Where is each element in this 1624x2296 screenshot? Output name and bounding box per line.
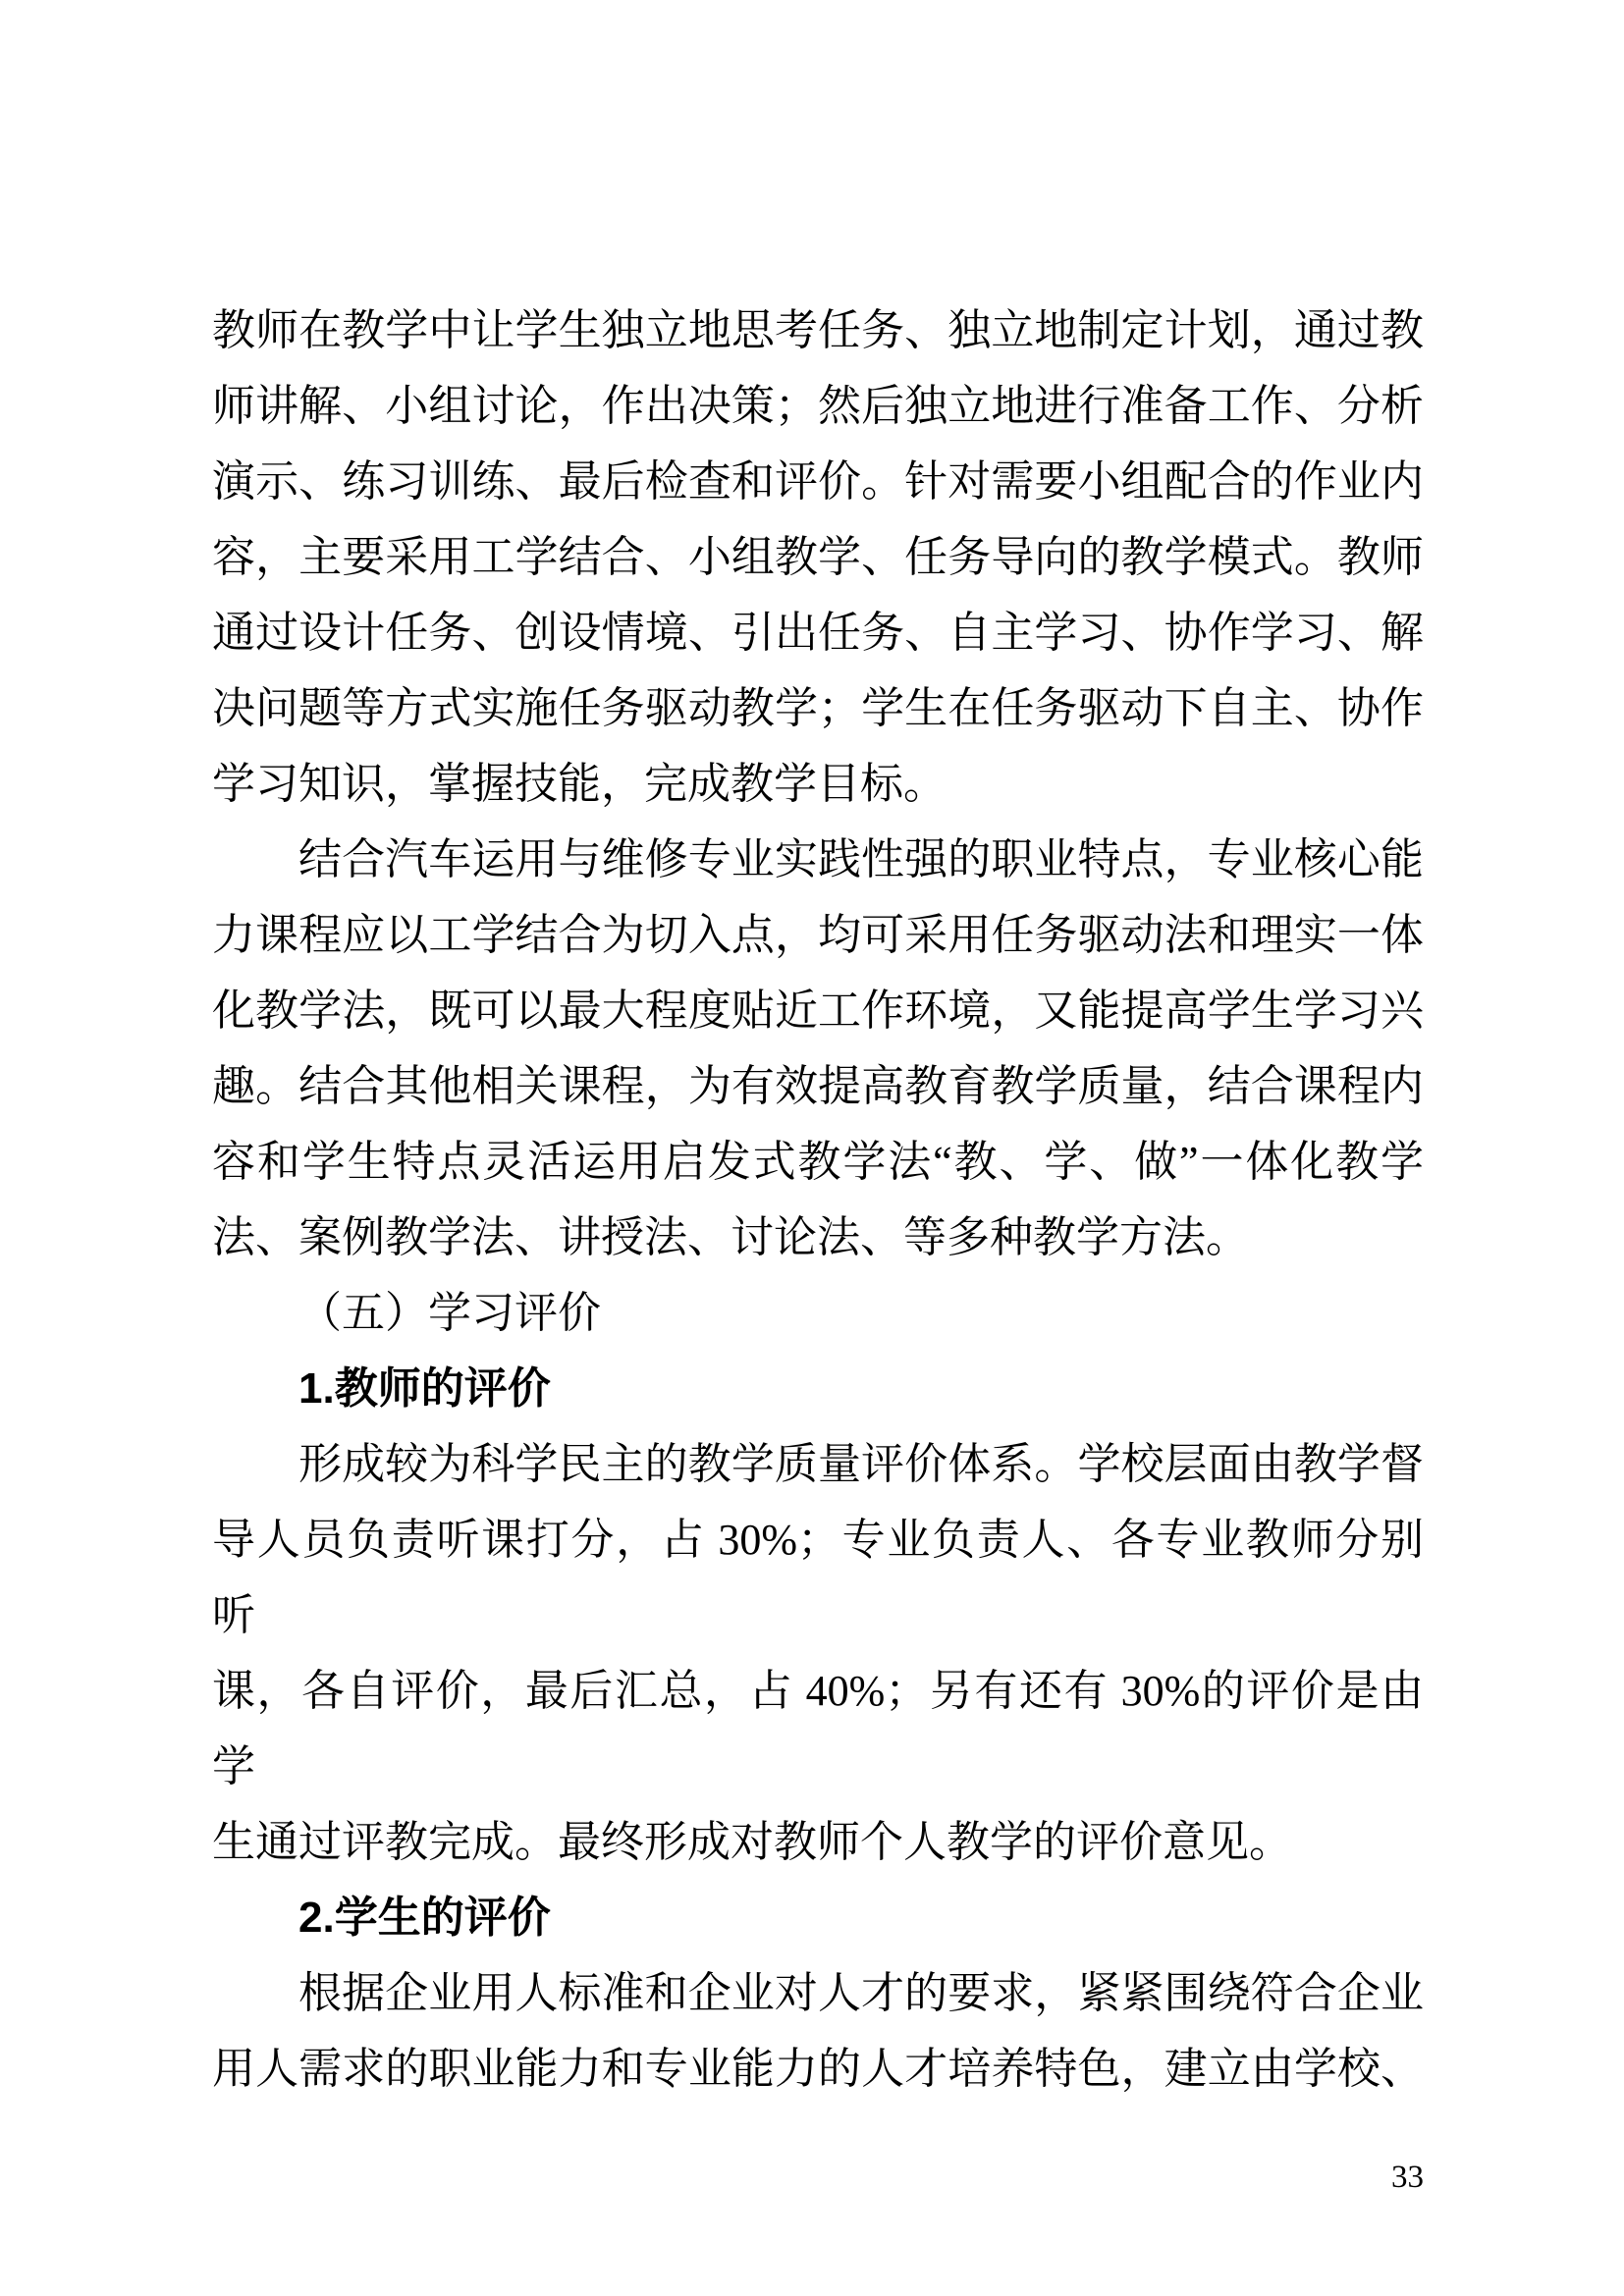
text-line: 容，主要采用工学结合、小组教学、任务导向的教学模式。教师 [212, 533, 1424, 581]
text-line: 化教学法，既可以最大程度贴近工作环境，又能提高学生学习兴 [212, 987, 1424, 1035]
text-line: 力课程应以工学结合为切入点，均可采用任务驱动法和理实一体 [212, 911, 1424, 959]
text-line: 决问题等方式实施任务驱动教学；学生在任务驱动下自主、协作 [212, 684, 1424, 732]
text-line: 法、案例教学法、讲授法、讨论法、等多种教学方法。 [212, 1213, 1249, 1261]
text-line: 结合汽车运用与维修专业实践性强的职业特点，专业核心能 [298, 835, 1424, 883]
text-line: 通过设计任务、创设情境、引出任务、自主学习、协作学习、解 [212, 609, 1424, 657]
text-line: 趣。结合其他相关课程，为有效提高教育教学质量，结合课程内 [212, 1062, 1424, 1110]
text-line: 教师在教学中让学生独立地思考任务、独立地制定计划，通过教 [212, 306, 1424, 354]
text-line: 演示、练习训练、最后检查和评价。针对需要小组配合的作业内 [212, 457, 1424, 506]
text-line: 容和学生特点灵活运用启发式教学法“教、学、做”一体化教学 [212, 1138, 1424, 1186]
text-line: 生通过评教完成。最终形成对教师个人教学的评价意见。 [212, 1818, 1292, 1866]
section-line: （五）学习评价 [298, 1289, 601, 1337]
heading-line: 1.教师的评价 [298, 1364, 551, 1413]
text-line: 形成较为科学民主的教学质量评价体系。学校层面由教学督 [298, 1440, 1424, 1488]
text-line: 学习知识，掌握技能，完成教学目标。 [212, 760, 947, 808]
text-line: 用人需求的职业能力和专业能力的人才培养特色，建立由学校、 [212, 2045, 1424, 2093]
text-line: 根据企业用人标准和企业对人才的要求，紧紧围绕符合企业 [298, 1969, 1424, 2017]
heading-line: 2.学生的评价 [298, 1894, 551, 1942]
text-block [212, 293, 1424, 2107]
text-line: 课，各自评价，最后汇总，占 40%；另有还有 30%的评价是由学 [212, 1667, 1424, 1790]
page-number: 33 [1391, 2160, 1424, 2195]
text-line: 导人员负责听课打分，占 30%；专业负责人、各专业教师分别听 [212, 1516, 1424, 1639]
text-line: 师讲解、小组讨论，作出决策；然后独立地进行准备工作、分析 [212, 382, 1424, 430]
